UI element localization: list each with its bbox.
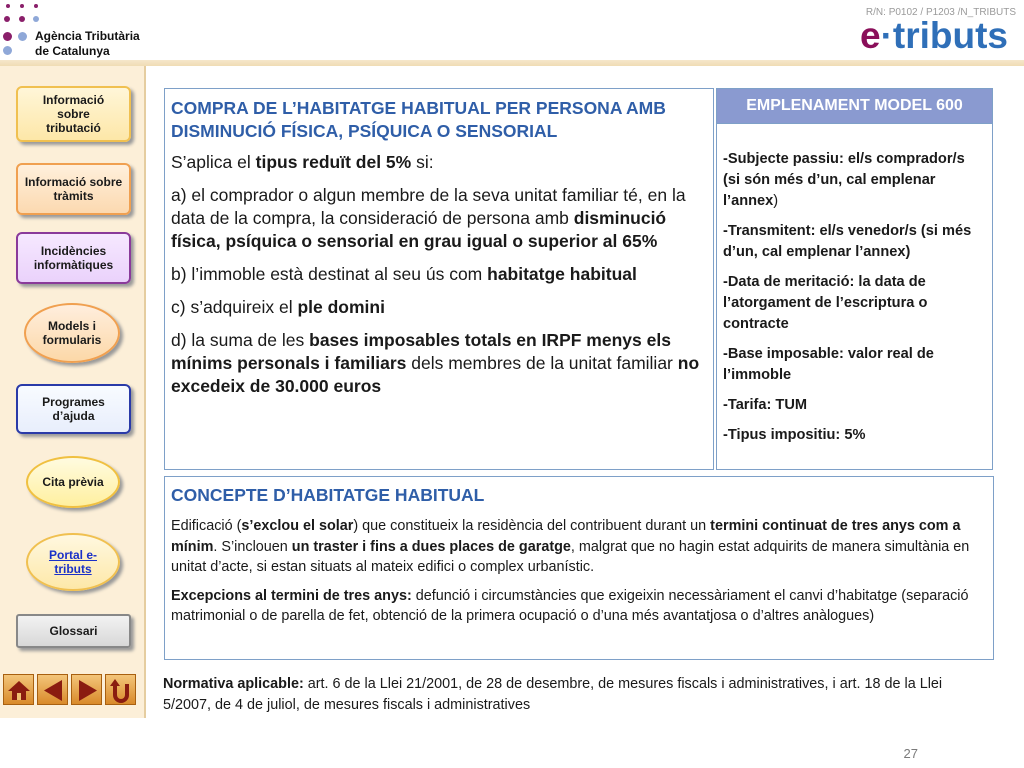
- sidebar-item-programes[interactable]: [16, 384, 131, 434]
- model-600-panel: [716, 88, 993, 470]
- sidebar-item-tributacio[interactable]: [16, 86, 131, 142]
- sidebar-item-glossari[interactable]: [16, 614, 131, 648]
- agency-name: [35, 29, 140, 59]
- return-button[interactable]: [105, 674, 136, 705]
- sidebar-item-incidencies[interactable]: [16, 232, 131, 284]
- forward-button[interactable]: [71, 674, 102, 705]
- header-divider: [0, 60, 1024, 66]
- sidebar-item-label: Cita prèvia: [42, 475, 104, 489]
- agency-name-line2: de Catalunya: [35, 44, 110, 58]
- section-title: COMPRA DE L’HABITATGE HABITUAL PER PERSONA AMB DISMINUCIÓ FÍSICA, PSÍQUICA O SENSORIAL: [171, 98, 666, 141]
- brand-e: e: [859, 15, 881, 56]
- sidebar-item-cita-previa[interactable]: [26, 456, 120, 508]
- etributs-logo: [860, 16, 1008, 56]
- condition-c: c) s’adquireix el ple domini: [171, 297, 385, 317]
- sidebar-item-label: Glossari: [49, 624, 98, 638]
- condition-b: b) l’immoble està destinat al seu ús com habitatge habitual: [171, 264, 637, 284]
- sidebar-item-portal[interactable]: [26, 533, 120, 591]
- model-item-base: -Base imposable: valor real de l’immoble: [723, 346, 934, 383]
- normativa-text: Normativa aplicable: art. 6 de la Llei 21/2001, de 28 de desembre, de mesures fiscals i administratives, i art. 18 de la Llei 5/2007, de 4 de juliol, de mesures fiscals i administratives: [163, 676, 943, 713]
- sidebar-item-tramits[interactable]: [16, 163, 131, 215]
- model-item-data: -Data de meritació: la data de l’atorgament de l’escriptura o contracte: [723, 274, 928, 332]
- agency-logo-dots: [0, 0, 40, 60]
- sidebar-item-label: Programes d’ajuda: [42, 395, 105, 423]
- back-button[interactable]: [37, 674, 68, 705]
- model-item-tarifa: -Tarifa: TUM: [723, 397, 808, 413]
- model-item-tipus: -Tipus impositiu: 5%: [723, 427, 866, 443]
- sidebar-item-label: Portal e-tributs: [48, 548, 97, 576]
- brand-dash: ·: [880, 15, 893, 56]
- home-icon: [4, 675, 35, 706]
- reference-code: R/N: P0102 / P1203 /N_TRIBUTS: [865, 7, 1016, 18]
- model-600-title: EMPLENAMENT MODEL 600: [746, 97, 963, 114]
- model-item-transmitent: -Transmitent: el/s venedor/s (si més d’un, cal emplenar l’annex): [723, 223, 972, 260]
- return-icon: [106, 675, 137, 706]
- concept-paragraph: Edificació (s’exclou el solar) que constitueix la residència del contribuent durant un termini continuat de tres anys com a mínim. S’inclouen un traster i fins a dues places de garatge, malgrat que no hagin estat adquirits de manera simultània en unitat d’acte, si estan situats al mateix edifici o complex urbanístic.: [171, 518, 970, 575]
- main-info-panel: [164, 88, 714, 470]
- sidebar-item-label: Incidències informàtiques: [33, 244, 114, 272]
- back-arrow-icon: [38, 675, 69, 706]
- agency-name-line1: Agència Tributària: [35, 29, 140, 43]
- paragraph-intro: S’aplica el tipus reduït del 5% si:: [171, 152, 434, 172]
- condition-d: d) la suma de les bases imposables totals en IRPF menys els mínims personals i familiars dels membres de la unitat familiar no excedeix de 30.000 euros: [171, 330, 700, 396]
- concept-panel: [164, 476, 994, 660]
- exceptions-paragraph: Excepcions al termini de tres anys: defunció i circumstàncies que exigeixin necessàriament el canvi d’habitatge (separació matrimonial o de parella de fet, obtenció de la primera ocupació o d’una més avantatjosa o d’altres anàlogues): [171, 587, 969, 624]
- model-item-subjecte: -Subjecte passiu: el/s comprador/s (si són més d’un, cal emplenar l’annex): [723, 151, 965, 209]
- condition-a: a) el comprador o algun membre de la seva unitat familiar té, en la data de la compra, la consideració de persona amb disminució física, psíquica o sensorial en grau igual o superior al 65%: [171, 185, 686, 251]
- sidebar-item-models[interactable]: [24, 303, 120, 363]
- sidebar-item-label: Informació sobre tràmits: [24, 175, 123, 203]
- concept-title: CONCEPTE D’HABITATGE HABITUAL: [171, 485, 485, 505]
- sidebar-item-label: Informació sobre tributació: [42, 93, 105, 135]
- page-number: 27: [903, 746, 918, 761]
- forward-arrow-icon: [72, 675, 103, 706]
- sidebar-item-label: Models i formularis: [42, 319, 102, 347]
- brand-tributs: tributs: [892, 15, 1008, 56]
- home-button[interactable]: [3, 674, 34, 705]
